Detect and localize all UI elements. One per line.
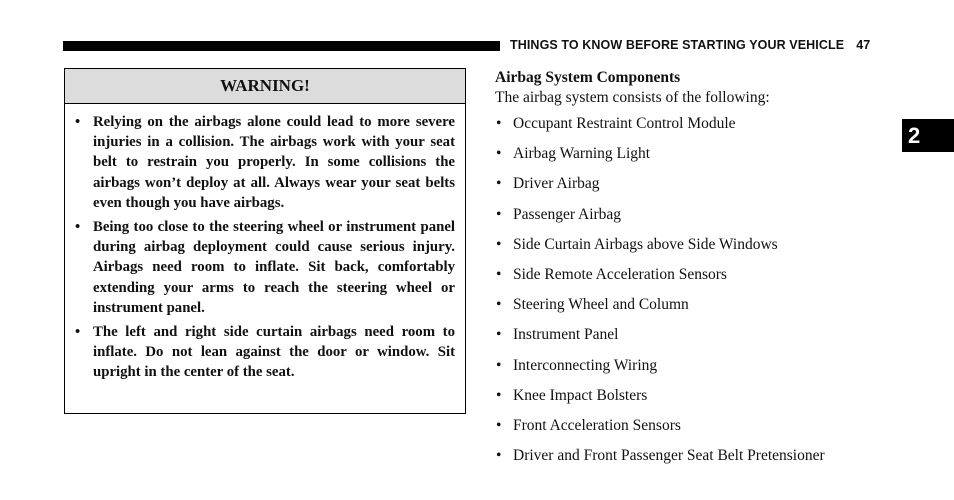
list-item <box>495 295 895 325</box>
section-title: Airbag System Components <box>495 69 681 86</box>
bullet-icon: • <box>75 324 81 341</box>
list-item <box>495 356 895 386</box>
section-intro: The airbag system consists of the following: <box>495 89 770 106</box>
warning-item-text: The left and right side curtain airbags need room to inflate. Do not lean against the door or window. Sit upright in the center of the seat. <box>93 324 455 381</box>
list-item <box>495 205 895 235</box>
components-list <box>495 114 895 476</box>
list-item-text: Front Acceleration Sensors <box>513 416 681 434</box>
list-item <box>495 114 895 144</box>
warning-list <box>65 104 465 383</box>
list-item-text: Interconnecting Wiring <box>513 356 658 374</box>
bullet-icon: • <box>496 265 502 283</box>
warning-box <box>64 68 466 414</box>
components-section <box>495 68 895 476</box>
running-title: THINGS TO KNOW BEFORE STARTING YOUR VEHICLE <box>510 38 845 52</box>
warning-item-text: Relying on the airbags alone could lead to more severe injuries in a collision. The airbags work with your seat belt to restrain you properly. In some collisions the airbags won’t deploy at all. Always wear your seat belts even though you have airbags. <box>93 114 455 211</box>
warning-title: WARNING! <box>65 69 465 104</box>
list-item <box>495 386 895 416</box>
bullet-icon: • <box>496 235 502 253</box>
list-item <box>495 265 895 295</box>
list-item <box>495 325 895 355</box>
warning-item <box>75 217 455 318</box>
bullet-icon: • <box>496 386 502 404</box>
running-header <box>510 38 900 52</box>
page-number: 47 <box>856 38 871 52</box>
bullet-icon: • <box>496 115 502 132</box>
chapter-tab: 2 <box>902 119 954 152</box>
bullet-icon: • <box>496 175 502 193</box>
list-item <box>495 235 895 265</box>
list-item <box>495 416 895 446</box>
warning-item <box>75 322 455 383</box>
list-item <box>495 144 895 174</box>
bullet-icon: • <box>496 326 502 344</box>
list-item <box>495 174 895 204</box>
list-item <box>495 446 895 476</box>
bullet-icon: • <box>496 296 502 314</box>
bullet-icon: • <box>496 416 502 434</box>
list-item-text: Driver Airbag <box>513 175 600 193</box>
list-item-text: Knee Impact Bolsters <box>513 386 648 404</box>
bullet-icon: • <box>496 145 502 163</box>
list-item-text: Steering Wheel and Column <box>513 296 689 314</box>
list-item-text: Side Remote Acceleration Sensors <box>513 265 727 283</box>
list-item-text: Airbag Warning Light <box>513 145 651 163</box>
list-item-text: Passenger Airbag <box>513 205 622 223</box>
list-item-text: Instrument Panel <box>513 326 619 344</box>
bullet-icon: • <box>496 447 502 465</box>
bullet-icon: • <box>496 356 502 374</box>
bullet-icon: • <box>496 205 502 223</box>
bullet-icon: • <box>75 114 81 130</box>
list-item-text: Occupant Restraint Control Module <box>513 115 736 132</box>
header-rule <box>63 41 500 51</box>
list-item-text: Driver and Front Passenger Seat Belt Pretensioner <box>513 447 825 465</box>
bullet-icon: • <box>75 219 81 236</box>
warning-item-text: Being too close to the steering wheel or instrument panel during airbag deployment could cause serious injury. Airbags need room to inflate. Sit back, comfortably extending your arms to reach the steering wheel or instrument panel. <box>93 219 455 316</box>
warning-item <box>75 112 455 213</box>
list-item-text: Side Curtain Airbags above Side Windows <box>513 235 778 253</box>
